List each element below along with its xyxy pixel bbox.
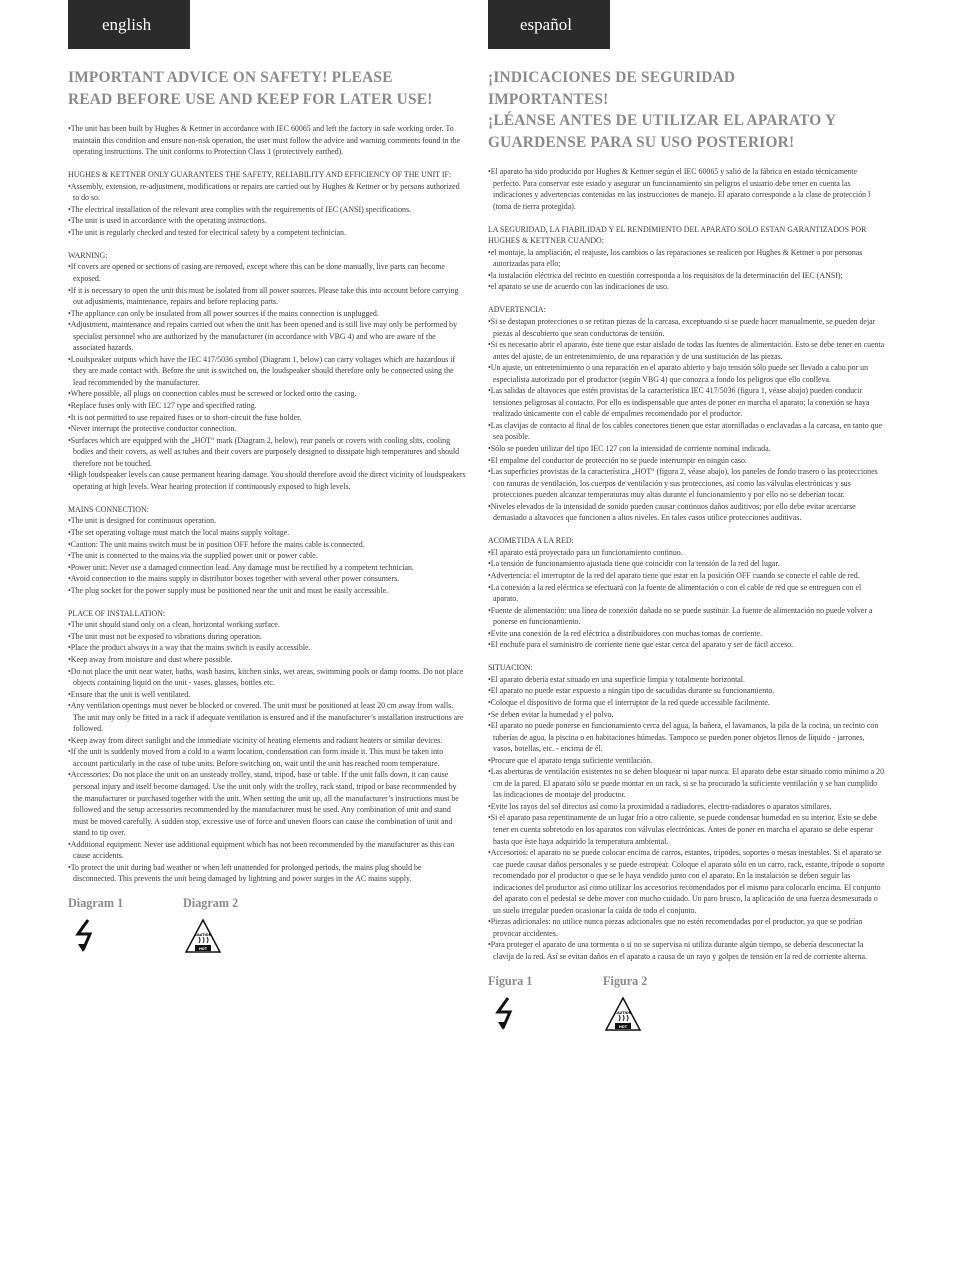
section-heading: HUGHES & KETTNER ONLY GUARANTEES THE SAFETY, RELIABILITY AND EFFICIENCY OF THE UNIT IF: (68, 170, 452, 180)
bullet-item: • Additional equipment: Never use additional equipment which has not been recommended by the manufacturer as this can cause accidents. (68, 839, 466, 862)
bullet-item: • Para proteger el aparato de una tormenta o si no se supervisa ni utiliza durante algún tiempo, se debería desconectar la clavija de la red. Así se evitan daños en el aparato a causa de un rayo y golpes de tensión en la red de corriente alterna. (488, 939, 886, 962)
bullet-item: • Where possible, all plugs on connection cables must be screwed or locked onto the casing. (68, 388, 466, 400)
bullet-item: • El aparato está proyectado para un funcionamiento continuo. (488, 547, 886, 559)
bullet-item: • el montaje, la ampliación, el reajuste, los cambios o las reparaciones se realicen por Hughes & Kettner o por personas autorizadas para ello; (488, 247, 886, 270)
bullet-item: • El empalme del conductor de protección no se puede interrumpir en ningún caso. (488, 455, 886, 467)
text-section (68, 169, 466, 238)
bullet-item: • El aparato debería estar situado en una superficie limpia y totalmente horizontal. (488, 674, 886, 686)
bullet-item: • The plug socket for the power supply must be positioned near the unit and must be easily accessible. (68, 585, 466, 597)
bullet-item: • The unit has been built by Hughes & Kettner in accordance with IEC 60065 and left the factory in safe working order. To maintain this condition and ensure non-risk operation, the user must follow the advice and warning comments found in the operating instructions. The unit conforms to Protection Class 1 (protectively earthed). (68, 123, 466, 158)
diagram-row (488, 974, 886, 1039)
language-tab-espanol (488, 0, 610, 49)
bullet-item: • La tensión de funcionamiento ajustada tiene que coincidir con la tensión de la red del lugar. (488, 558, 886, 570)
bullet-item: • High loudspeaker levels can cause permanent hearing damage. You should therefore avoid the direct vicinity of loudspeakers operating at high levels. Wear hearing protection if continuously exposed to high levels. (68, 469, 466, 492)
caution-text: CAUTION (194, 933, 212, 938)
bullet-item: • Assembly, extension, re-adjustment, modifications or repairs are carried out by Hughes & Kettner or by persons authorized to do so. (68, 181, 466, 204)
text-section (488, 304, 886, 523)
diagram-2-label: Figura 2 (603, 974, 648, 989)
bullet-item: • El aparato no puede ponerse en funcionamiento cerca del agua, la bañera, el lavamanos, la pila de la cocina, un recinto con tuberías de agua, la piscina o en habitaciones húmedas. Tampoco se pueden poner objetos llenos de líquido - jarrones, vasos, botellas, etc. - encima de él. (488, 720, 886, 755)
section-heading: PLACE OF INSTALLATION: (68, 608, 166, 618)
diagram-2-label: Diagram 2 (183, 896, 239, 911)
bullet-item: • It is not permitted to use repaired fuses or to short-circuit the fuse holder. (68, 412, 466, 424)
bullet-item: • El aparato no puede estar expuesto a ningún tipo de sacudidas durante su funcionamiento. (488, 685, 886, 697)
section-heading: SITUACION: (488, 663, 533, 673)
bullet-item: • The unit is used in accordance with the operating instructions. (68, 215, 466, 227)
bullet-item: • Do not place the unit near water, baths, wash basins, kitchen sinks, wet areas, swimming pools or damp rooms. Do not place objects containing liquid on the unit - vases, glasses, bottles etc. (68, 666, 466, 689)
bullet-item: • Evite los rayos del sol directos así como la proximidad a radiadores, electro-radiadores o aparatos similares. (488, 801, 886, 813)
diagram-row (68, 896, 466, 961)
bullet-item: • Place the product always in a way that the mains switch is easily accessible. (68, 642, 466, 654)
caution-text: CAUTION (614, 1011, 632, 1016)
safety-text (488, 166, 886, 963)
bullet-item: • The set operating voltage must match the local mains supply voltage. (68, 527, 466, 539)
section-heading: ADVERTENCIA: (488, 305, 546, 315)
title-line: GUARDENSE PARA SU USO POSTERIOR! (488, 133, 795, 151)
bullet-item: • Any ventilation openings must never be blocked or covered. The unit must be positioned at least 20 cm away from walls. The unit may only be fitted in a rack if adequate ventilation is ensured and if the manufacturer’s installation instructions are followed. (68, 700, 466, 735)
bullet-item: • Ensure that the unit is well ventilated. (68, 689, 466, 701)
espanol-column (488, 0, 886, 1039)
diagram-2 (603, 974, 718, 1039)
bullet-item: • To protect the unit during bad weather or when left unattended for prolonged periods, the mains plug should be disconnected. This prevents the unit being damaged by lightning and power surges in the AC mains supply. (68, 862, 466, 885)
bullet-item: • Un ajuste, un entretenimiento o una reparación en el aparato abierto y bajo tensión sólo puede ser llevado a cabo por un especialista autorizado por el productor (según VBG 4) que conozca a fondo los peligros que ello conlleva. (488, 362, 886, 385)
english-column (68, 0, 466, 961)
section-heading: WARNING: (68, 250, 108, 260)
bullet-item: • Coloque el dispositivo de forma que el interruptor de la red quede accessible facilmente. (488, 697, 886, 709)
language-tab-label: english (102, 15, 152, 34)
bullet-item: • Advertencia: el interruptor de la red del aparato tiene que estar en la posición OFF cuando se conecte el cable de red. (488, 570, 886, 582)
bullet-item: • Avoid connection to the mains supply in distributor boxes together with several other power consumers. (68, 573, 466, 585)
bullet-item: • Las aberturas de ventilación existentes no se deben bloquear ni tapar nunca. El aparato debe estar situado como mínimo a 20 cm de la pared. El aparato sólo se puede montar en un rack, si se ha procurado la suficiente ventilación y se han cumplido las indicaciones de montaje del productor. (488, 766, 886, 801)
bullet-item: • Las superficies provistas de la característica „HOT“ (figura 2, véase abajo), los paneles de fondo trasero o las protecciones con ranuras de ventilación, los cuerpos de ventilación y sus protecciones, así como las válvulas electrónicas y sus protecciones pueden alcanzar temperaturas muy altas durante el funcionamiento y por ello no se deberían tocar. (488, 466, 886, 501)
bullet-item: • la instalación eléctrica del recinto en cuestión corresponda a los requisitos de la determinación del IEC (ANSI); (488, 270, 886, 282)
hot-caution-triangle-icon (183, 916, 298, 961)
lightning-arrow-icon (68, 916, 183, 961)
text-section (488, 535, 886, 650)
diagram-1-label: Diagram 1 (68, 896, 124, 911)
lightning-arrow-icon (488, 994, 603, 1039)
safety-title (488, 67, 886, 153)
bullet-item: • el aparato se use de acuerdo con las indicaciones de uso. (488, 281, 886, 293)
title-line: IMPORTANTES! (488, 90, 609, 108)
text-section (68, 504, 466, 596)
bullet-item: • Piezas adicionales: no utilice nunca piezas adicionales que no estén recomendadas por el productor, ya que se podrían provocar accidentes. (488, 916, 886, 939)
bullet-item: • If covers are opened or sections of casing are removed, except where this can be done manually, live parts can become exposed. (68, 261, 466, 284)
bullet-item: • Never interrupt the protective conductor connection. (68, 423, 466, 435)
bullet-item: • Niveles elevados de la intensidad de sonido pueden causar continuos daños auditivos; por ello debe evitar acercarse demasiado a altavoces que funcionen a altos niveles. En tales casos utilice protecciones auditivas. (488, 501, 886, 524)
text-section (488, 662, 886, 962)
bullet-item: • If the unit is suddenly moved from a cold to a warm location, condensation can form inside it. This must be taken into account particularly in the case of tube units. Before switching on, wait until the unit has reached room temperature. (68, 746, 466, 769)
text-section (488, 224, 886, 293)
bullet-item: • Sólo se pueden utilizar del tipo IEC 127 con la intensidad de corriente nominal indicada. (488, 443, 886, 455)
safety-text (68, 123, 466, 885)
bullet-item: • Caution: The unit mains switch must be in position OFF before the mains cable is connected. (68, 539, 466, 551)
bullet-item: • Power unit: Never use a damaged connection lead. Any damage must be rectified by a competent technician. (68, 562, 466, 574)
bullet-item: • Fuente de alimentación: una línea de conexión dañada no se puede sustituir. La fuente de alimentación no puede volver a ponerse en funcionamiento. (488, 605, 886, 628)
title-line: ¡LÉANSE ANTES DE UTILIZAR EL APARATO Y (488, 112, 837, 129)
bullet-item: • The unit is designed for continuous operation. (68, 515, 466, 527)
bullet-item: • The unit is connected to the mains via the supplied power unit or power cable. (68, 550, 466, 562)
bullet-item: • The unit is regularly checked and tested for electrical safety by a competent technician. (68, 227, 466, 239)
bullet-item: • Replace fuses only with IEC 127 type and specified rating. (68, 400, 466, 412)
language-tab-english (68, 0, 190, 49)
bullet-item: • Si el aparato pasa repentinamente de un lugar frío a otro caliente, se puede condensar humedad en su interior. Esto se debe tener en cuenta sobretodo en los aparatos con válvulas electrónicas. Antes de poner en marcha el aparato se debe esperar hasta que éste haya adquirido la temperatura ambiental. (488, 812, 886, 847)
language-tab-label: español (520, 15, 572, 34)
diagram-1-label: Figura 1 (488, 974, 533, 989)
title-line: READ BEFORE USE AND KEEP FOR LATER USE! (68, 90, 433, 108)
bullet-item: • Keep away from moisture and dust where possible. (68, 654, 466, 666)
bullet-item: • El enchufe para el suministro de corriente tiene que estar cerca del aparato y ser de fácil acceso. (488, 639, 886, 651)
section-heading: LA SEGURIDAD, LA FIABILIDAD Y EL RENDIMIENTO DEL APARATO SOLO ESTAN GARANTIZADOS POR HUGHES & KETTNER CUANDO: (488, 224, 867, 246)
text-section (68, 608, 466, 885)
hot-caution-triangle-icon (603, 994, 718, 1039)
bullet-item: • Procure que el aparato tenga suficiente ventilación. (488, 755, 886, 767)
hot-text: HOT (198, 947, 208, 952)
text-section (68, 250, 466, 492)
bullet-item: • Si se destapan protecciones o se retiran piezas de la carcasa, exceptuando si se puede hacer manualmente, se pueden dejar piezas al descubierto que sean conductoras de tensión. (488, 316, 886, 339)
hot-text: HOT (618, 1025, 628, 1030)
diagram-1 (68, 896, 183, 961)
bullet-item: • Las clavijas de contacto al final de los cables conectores tienen que estar atornilladas o enclavadas a la carcasa, en tanto que sea posible. (488, 420, 886, 443)
section-heading: MAINS CONNECTION: (68, 504, 149, 514)
diagram-2 (183, 896, 298, 961)
title-line: ¡INDICACIONES DE SEGURIDAD (488, 69, 736, 86)
safety-title (68, 67, 466, 110)
bullet-item: • Accesorios: el aparato no se puede colocar encima de carros, estantes, trípodes, soportes o mesas inestables. Si el aparato se cae puede causar daños personales y se puede estropear. Coloque el aparato sólo en un carro, rack, estante, trípode o soporte recomendado por el productor o que se le haya vendido junto con el aparato. En la instalación se deben seguir las indicaciones del productor así como utilizar los accesorios recomendados por el mismo para colocarlo encima. El conjunto del aparato con el pedestal se debe mover con mucho cuidado. Un paro brusco, la aplicación de una fuerza desmesurada o un suelo irregular pueden ocasionar la caída de todo el conjunto. (488, 847, 886, 916)
bullet-item: • The unit must not be exposed to vibrations during operation. (68, 631, 466, 643)
bullet-item: • Adjustment, maintenance and repairs carried out when the unit has been opened and is still live may only be performed by specialist personnel who are authorized by the manufacturer (in accordance with VBG 4) and who are aware of the associated hazards. (68, 319, 466, 354)
diagram-1 (488, 974, 603, 1039)
text-section (488, 166, 886, 212)
section-heading: ACOMETIDA A LA RED: (488, 536, 574, 546)
bullet-item: • If it is necessary to open the unit this must be isolated from all power sources. Please take this into account before carrying out adjustments, maintenance, repairs and before replacing parts. (68, 285, 466, 308)
bullet-item: • La conexión a la red eléctrica se efectuará con la fuente de alimentación o con el cable de red que se entreguen con el aparato. (488, 582, 886, 605)
bullet-item: • The electrical installation of the relevant area complies with the requirements of IEC (ANSI) specifications. (68, 204, 466, 216)
bullet-item: • Se deben evitar la humedad y el polvo. (488, 709, 886, 721)
bullet-item: • The unit should stand only on a clean, horizontal working surface. (68, 619, 466, 631)
title-line: IMPORTANT ADVICE ON SAFETY! PLEASE (68, 69, 393, 86)
bullet-item: • El aparato ha sido producido por Hughes & Kettner según el IEC 60065 y salió de la fábrica en estado técnicamente perfecto. Para conservar este estado y asegurar un funcionamiento sin peligros el usuario debe tener en cuenta las indicaciones y advertencias contenidas en las instrucciones de manejo. El aparato corresponde a la clase de protección l (toma de tierra protegida). (488, 166, 886, 212)
bullet-item: • Accessories: Do not place the unit on an unsteady trolley, stand, tripod, base or table. If the unit falls down, it can cause personal injury and itself become damaged. Use the unit only with the trolley, rack stand, tripod or base recommended by the manufacturer or purchased together with the unit. When setting the unit up, all the manufacturer’s instructions must be followed and the setup accessories recommended by the manufacturer must be used. Any combination of unit and stand must be moved carefully. A sudden stop, excessive use of force and uneven floors can cause the combination of unit and stand to tip over. (68, 769, 466, 838)
bullet-item: • Surfaces which are equipped with the „HOT“ mark (Diagram 2, below), rear panels or covers with cooling slits, cooling bodies and their covers, as well as tubes and their covers are purposely designed to dissipate high temperatures and should therefore not be touched. (68, 435, 466, 470)
bullet-item: • Las salidas de altavoces que estén provistas de la característica IEC 417/5036 (figura 1, véase abajo) pueden conducir tensiones peligrosas al contacto. Por ello es indispensable que antes de poner en marcha el aparato; la conexión se haya realizado únicamente con el cable de empalmes recomendado por el productor. (488, 385, 886, 420)
bullet-item: • Loudspeaker outputs which have the IEC 417/5036 symbol (Diagram 1, below) can carry voltages which are hazardous if they are made contact with. Before the unit is switched on, the loudspeaker should therefore only be connected using the lead recommended by the manufacturer. (68, 354, 466, 389)
bullet-item: • Si es necesario abrir el aparato, éste tiene que estar aislado de todas las fuentes de alimentación. Esto se debe tener en cuenta antes del ajuste, de un entretenimiento, de una reparación y de una sustitución de las piezas. (488, 339, 886, 362)
bullet-item: • The appliance can only be insulated from all power sources if the mains connection is unplugged. (68, 308, 466, 320)
text-section (68, 123, 466, 158)
bullet-item: • Keep away from direct sunlight and the immediate vicinity of heating elements and radiant heaters or similar devices. (68, 735, 466, 747)
bullet-item: • Evite una conexión de la red eléctrica a distribuidores con muchas tomas de corriente. (488, 628, 886, 640)
